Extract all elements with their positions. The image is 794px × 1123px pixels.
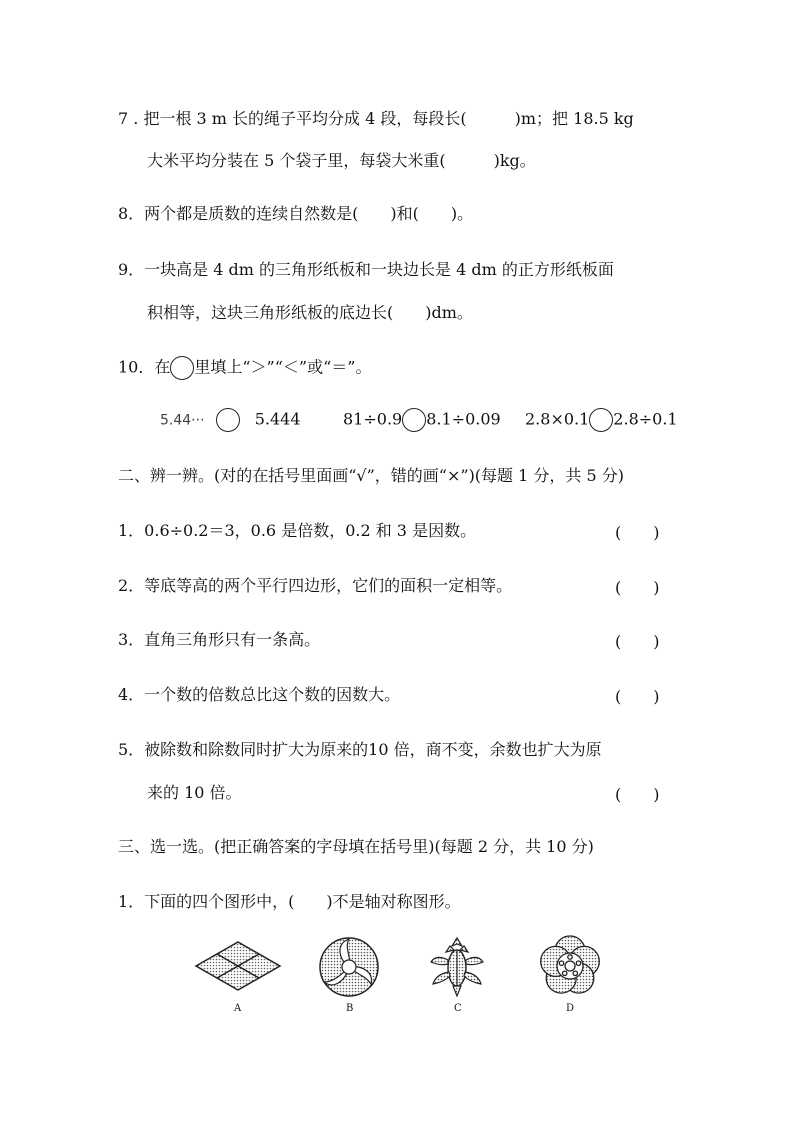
judge-item-2: 2．等底等高的两个平行四边形，它们的面积一定相等。	[118, 576, 513, 595]
section-2-heading: 二、辨一辨。(对的在括号里面画“√”，错的画“×”)(每题 1 分，共 5 分)	[118, 466, 624, 485]
question-9-line2: 积相等，这块三角形纸板的底边长( )dm。	[147, 303, 473, 322]
comparison-1-circle-icon[interactable]	[216, 408, 240, 432]
question-7-line2: 大米平均分装在 5 个袋子里，每袋大米重( )kg。	[147, 151, 536, 170]
comparison-3-circle-icon[interactable]	[589, 408, 613, 432]
comparison-1-right: 5.444	[254, 409, 301, 429]
judge-item-5-line1: 5．被除数和除数同时扩大为原来的10 倍，商不变，余数也扩大为原	[118, 740, 602, 759]
comparison-1	[160, 408, 301, 432]
judge-item-5-line2: 来的 10 倍。	[147, 783, 242, 802]
question-7-line1: 7 . 把一根 3 m 长的绳子平均分成 4 段，每段长( )m；把 18.5 kg	[118, 109, 634, 128]
comparison-2-left: 81÷0.9	[343, 409, 403, 429]
shape-c-bamboo-crest-icon	[428, 936, 486, 998]
comparison-3-right: 2.8÷0.1	[613, 409, 678, 429]
question-10-suffix: 里填上“＞”“＜”或“＝”。	[194, 357, 372, 377]
shape-b-swirl-icon	[318, 936, 380, 998]
choice-question-1: 1．下面的四个图形中，( )不是轴对称图形。	[118, 892, 461, 911]
question-10	[118, 356, 371, 380]
comparison-2	[343, 408, 501, 432]
comparison-3-left: 2.8×0.1	[525, 409, 590, 429]
comparison-2-circle-icon[interactable]	[402, 408, 426, 432]
shape-a-diamond-icon	[194, 940, 282, 992]
judge-item-3: 3．直角三角形只有一条高。	[118, 630, 321, 649]
judge-item-1: 1．0.6÷0.2＝3，0.6 是倍数，0.2 和 3 是因数。	[118, 521, 477, 540]
answer-paren-2[interactable]: ( )	[615, 578, 660, 597]
shape-label-d: D	[566, 1003, 575, 1014]
comparison-1-left: 5.44···	[160, 412, 205, 429]
answer-paren-1[interactable]: ( )	[615, 523, 660, 542]
comparison-2-right: 8.1÷0.09	[426, 409, 501, 429]
judge-item-4: 4．一个数的倍数总比这个数的因数大。	[118, 685, 401, 704]
question-9-line1: 9．一块高是 4 dm 的三角形纸板和一块边长是 4 dm 的正方形纸板面	[118, 260, 614, 279]
shape-d-flower-crest-icon	[538, 934, 602, 998]
answer-paren-3[interactable]: ( )	[615, 632, 660, 651]
shape-label-b: B	[346, 1003, 354, 1014]
comparison-3	[525, 408, 678, 432]
section-3-heading: 三、选一选。(把正确答案的字母填在括号里)(每题 2 分，共 10 分)	[118, 837, 594, 856]
shape-label-c: C	[454, 1003, 462, 1014]
answer-paren-5[interactable]: ( )	[615, 785, 660, 804]
question-10-prefix: 10．在	[118, 357, 171, 377]
question-8: 8．两个都是质数的连续自然数是( )和( )。	[118, 204, 474, 223]
shape-label-a: A	[234, 1003, 242, 1014]
answer-paren-4[interactable]: ( )	[615, 687, 660, 706]
compare-circle-icon	[170, 356, 194, 380]
